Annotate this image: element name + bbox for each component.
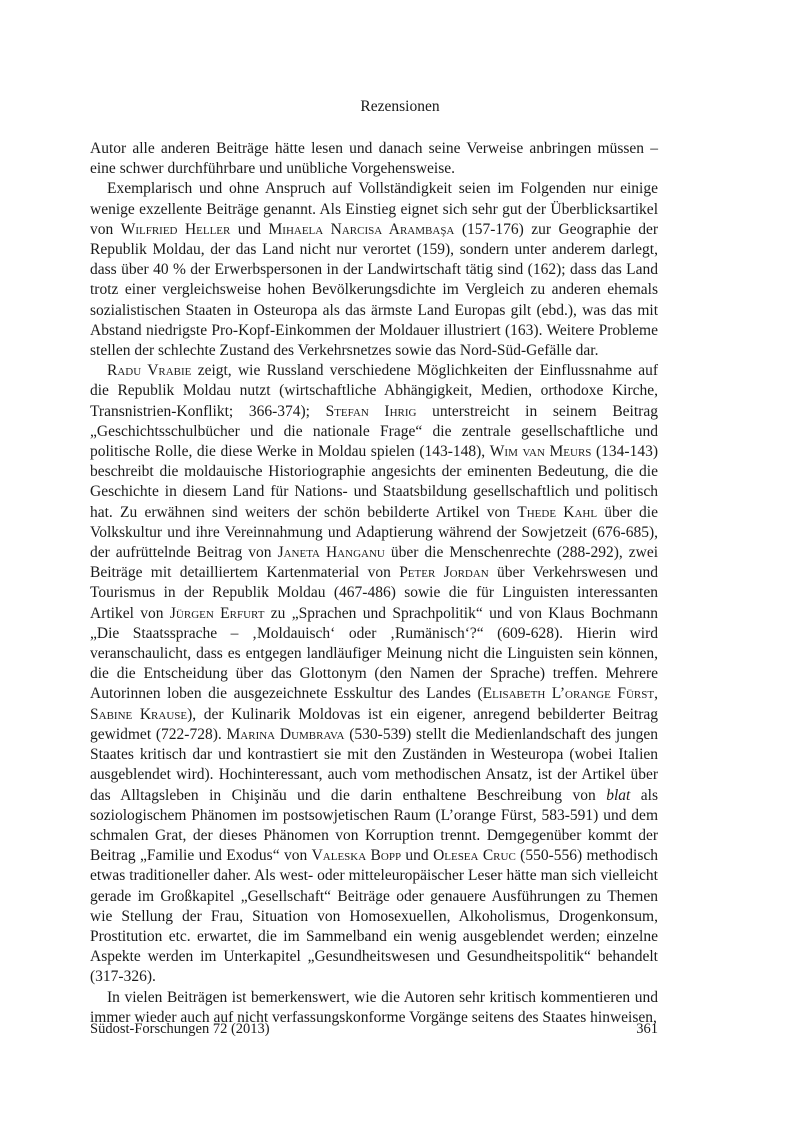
author-name: Valeska Bopp — [311, 847, 402, 865]
text-run: und — [401, 847, 434, 865]
text-run: (530-539) stellt die Medienlandschaft des jungen Staates kritisch dar und kontrastiert sie mit den Zuständen in Westeuropa (wobei Italien ausgeblendet wird). Hochinteressant, auch vom methodischen Ansatz, ist der Artikel über das Alltagsleben in Chişinău und die darin enthaltene Beschreibung von — [90, 725, 659, 804]
author-name: Marina Dumbrava — [226, 725, 345, 743]
text-run: und — [230, 220, 269, 238]
text-run: ), der Kulinarik Moldovas ist ein eigener, anregend bebilderter Beitrag gewidmet (722-728). — [90, 705, 659, 743]
text-run: über die Volkskultur und ihre Vereinnahmung und Adaptierung während der Sowjetzeit (676-685), der aufrüttelnde Beitrag von — [90, 503, 658, 562]
journal-citation: Südost-Forschungen 72 (2013) — [90, 1021, 270, 1037]
author-name: Mihaela Narcisa Arambaşa — [268, 220, 455, 238]
author-name: Wim van Meurs — [489, 443, 592, 461]
author-name: Jürgen Erfurt — [169, 604, 265, 622]
text-run: (157-176) zur Geographie der Republik Moldau, der das Land nicht nur verortet (159), sondern unter anderem darlegt, dass über 40 % der Erwerbspersonen in der Landwirtschaft tätig sind (162); dass das Land trotz einer vergleichsweise hohen Bevölkerungsdichte im Vergleich zu anderen ehemals sozialistischen Staaten in Osteuropa als das ärmste Land Europas gilt (ebd.), was das mit Abstand niedrigste Pro-Kopf-Einkommen der Moldauer illustriert (163). Weitere Probleme stellen der schlechte Zustand des Verkehrsnetzes sowie das Nord-Süd-Gefälle dar. — [90, 220, 659, 360]
author-name: Radu Vrabie — [107, 362, 192, 380]
text-run: Exemplarisch und ohne Anspruch auf Vollständigkeit seien im Folgenden nur einige wenige exzellente Beiträge genannt. Als Einstieg eignet sich sehr gut der Überblicksartikel von — [90, 180, 658, 238]
text-run: (134-143) beschreibt die moldauische Historiographie angesichts der eminenten Bedeutung, die die Geschichte in diesem Land für Nations- und Staatsbildung gesellschaftlich und politisch hat. Zu erwähnen sind weiters der schön bebilderte Artikel von — [90, 443, 658, 521]
text-run: als soziologischem Phänomen im postsowjetischen Raum (L’orange Fürst, 583-591) und dem schmalen Grat, der dieses Phänomen von Korruption trennt. Demgegenüber kommt der Beitrag „Familie und Exodus“ von — [90, 786, 659, 865]
running-header: Rezensionen — [360, 98, 440, 115]
author-name: Wilfried Heller — [120, 220, 231, 238]
text-run: über die Menschenrechte (288-292), zwei Beiträge mit detailliertem Kartenmaterial von — [90, 544, 659, 582]
text-run: zeigt, wie Russland verschiedene Möglichkeiten der Einflussnahme auf die Republik Moldau nutzt (wirtschaftliche Abhängigkeit, Medien, orthodoxe Kirche, Transnistrien-Konflikt; 366-374); — [90, 362, 658, 420]
paragraph — [90, 179, 658, 361]
text-run: zu „Sprachen und Sprachpolitik“ und von Klaus Bochmann „Die Staatssprache – ‚Moldauisch‘ oder ‚Rumänisch‘?“ (609-628). Hierin wird veranschaulicht, dass es entgegen landläufiger Meinung nicht die Linguisten sein können, die die Entscheidung über das Glottonym (den Namen der Sprache) treffen. Mehrere Autorinnen loben die ausgezeichnete Esskultur des Landes ( — [90, 604, 658, 703]
author-name: Olesea Cruc — [433, 847, 516, 865]
text-run: unterstreicht in seinem Beitrag „Geschichtsschulbücher und die nationale Frage“ die zentrale gesellschaftliche und politische Rolle, die diese Werke in Moldau spielen (143-148), — [90, 402, 658, 461]
paragraph — [90, 139, 658, 179]
author-name: Sabine Krause — [90, 705, 188, 723]
author-name: Peter Jordan — [399, 564, 489, 582]
author-name: Thede Kahl — [517, 503, 598, 521]
text-run: über Verkehrswesen und Tourismus in der Republik Moldau (467-486) sowie die für Linguisten interessanten Artikel von — [90, 564, 658, 622]
paragraph — [90, 361, 658, 987]
page-number: 361 — [636, 1021, 658, 1037]
author-name: Janeta Hanganu — [277, 544, 385, 562]
text-run: In vielen Beiträgen ist bemerkenswert, wie die Autoren sehr kritisch kommentieren und immer wieder auch auf nicht verfassungskonforme Vorgänge seitens des Staates hinweisen, — [90, 988, 658, 1026]
italic-term: blat — [606, 786, 631, 804]
page-footer — [90, 1021, 658, 1038]
body-text — [90, 139, 658, 1028]
text-run: (550-556) methodisch etwas traditioneller daher. Als west- oder mitteleuropäischer Leser hätte man sich vielleicht gerade im Großkapitel „Gesellschaft“ Beiträge oder genauere Ausführungen zu Themen wie Stellung der Frau, Situation von Homosexuellen, Alkoholismus, Drogenkonsum, Prostitution etc. erwartet, die im Sammelband ein wenig ausgeblendet werden; einzelne Aspekte werden im Unterkapitel „Gesundheitswesen und Gesundheitspolitik“ behandelt (317-326). — [90, 847, 658, 986]
author-name: Elisabeth L’orange Fürst — [482, 685, 655, 703]
author-name: Stefan Ihrig — [325, 402, 417, 420]
text-run: Autor alle anderen Beiträge hätte lesen und danach seine Verweise anbringen müssen – eine schwer durchführbare und unübliche Vorgehensweise. — [90, 140, 658, 178]
text-run: , — [654, 685, 658, 703]
